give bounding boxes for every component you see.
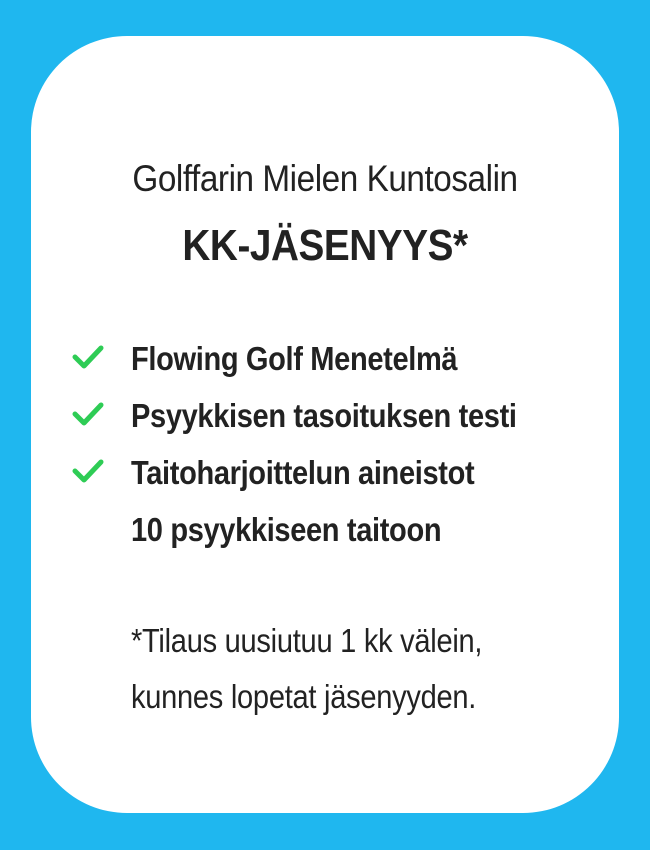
membership-card	[31, 36, 619, 813]
note-line-2: kunnes lopetat jäsenyyden.	[131, 678, 477, 715]
feature-label: Taitoharjoittelun aineistot	[131, 454, 475, 491]
check-icon	[71, 343, 105, 371]
note-line-1: *Tilaus uusiutuu 1 kk välein,	[131, 622, 483, 659]
feature-label: Flowing Golf Menetelmä	[131, 340, 458, 377]
check-icon	[71, 400, 105, 428]
card-subtitle: Golffarin Mielen Kuntosalin	[132, 158, 518, 199]
feature-item	[31, 387, 619, 444]
feature-list	[31, 330, 619, 501]
feature-label: Psyykkisen tasoituksen testi	[131, 397, 517, 434]
feature-item	[31, 444, 619, 501]
feature-item	[31, 330, 619, 387]
check-icon	[71, 457, 105, 485]
subscription-note	[131, 613, 482, 725]
card-title: KK-JÄSENYYS*	[182, 221, 468, 270]
feature-label-continuation: 10 psyykkiseen taitoon	[131, 511, 442, 548]
